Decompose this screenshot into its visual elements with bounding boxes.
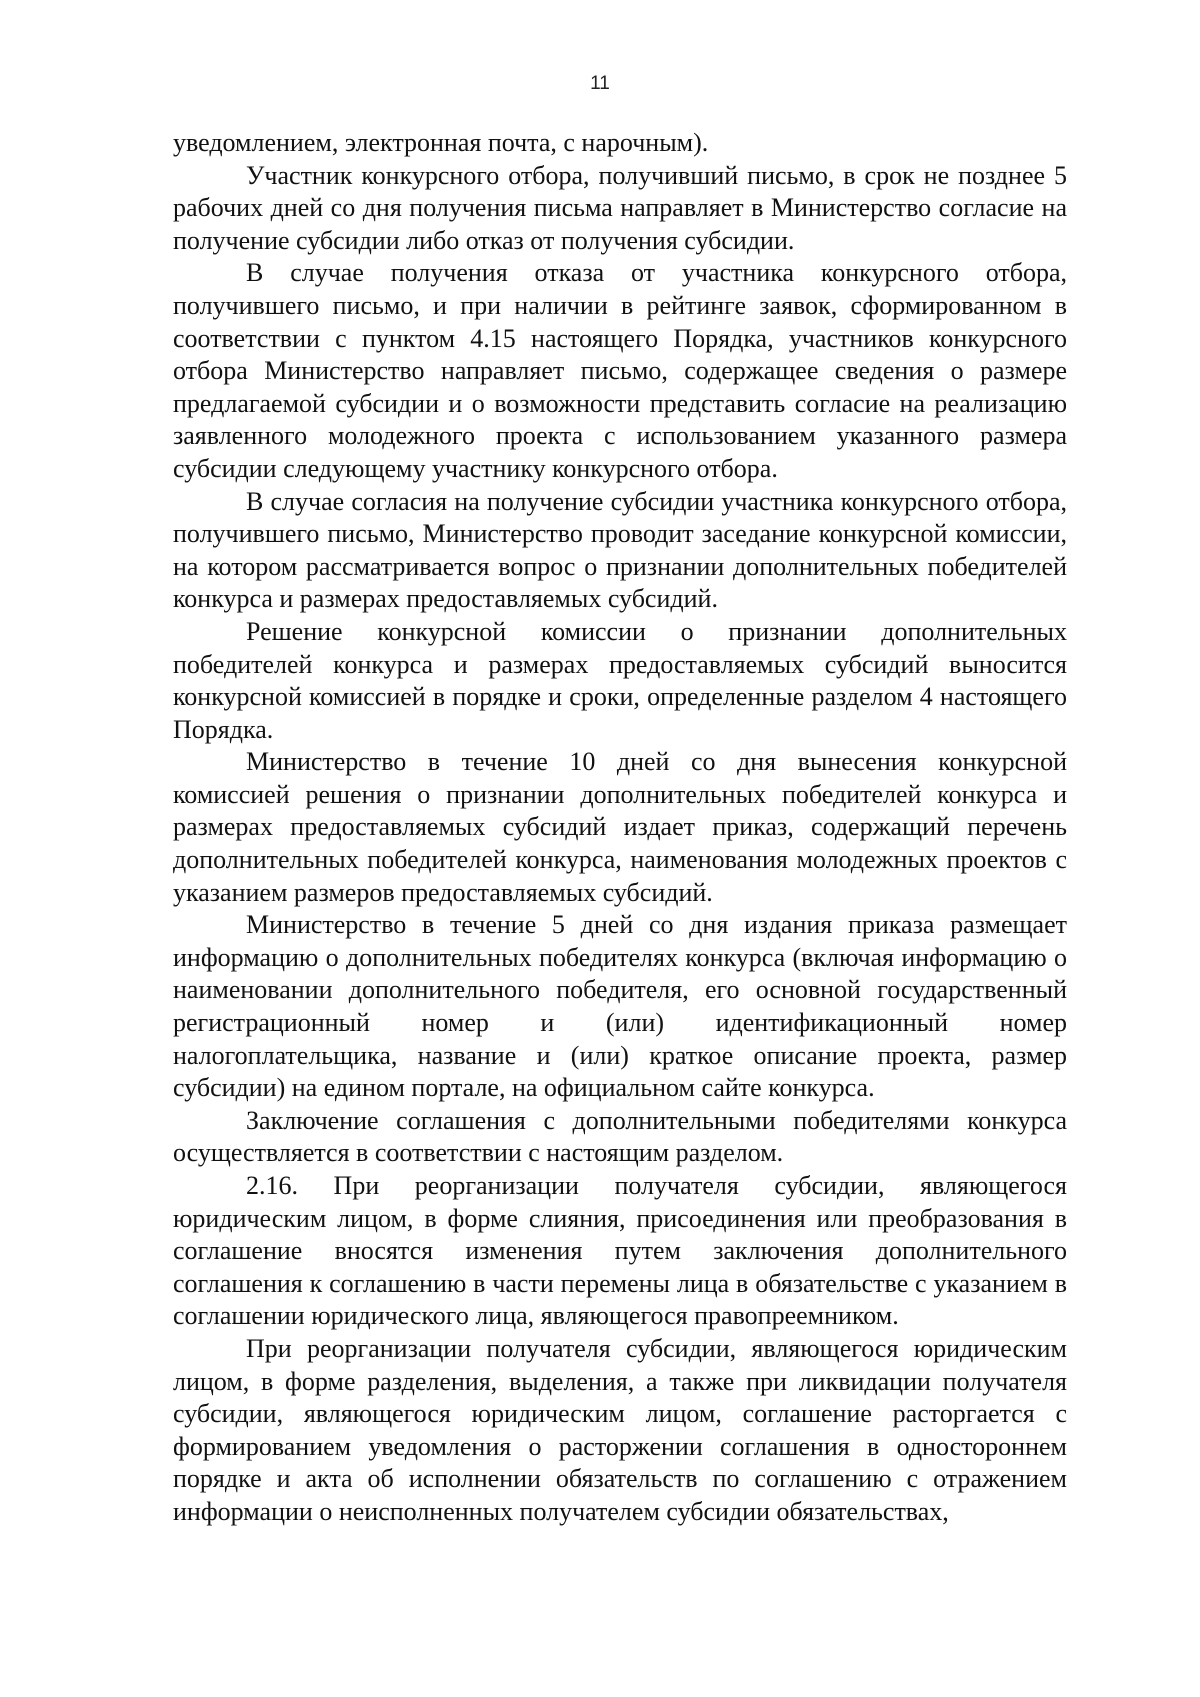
paragraph-consent-deadline: Участник конкурсного отбора, получивший письмо, в срок не позднее 5 рабочих дней со дня получения письма направляет в Министерство согласие на получение субсидии либо отказ от получения субсидии. [173,160,1067,255]
paragraph-commission-decision: Решение конкурсной комиссии о признании дополнительных победителей конкурса и размерах предоставляемых субсидий выносится конкурсной комиссией в порядке и сроки, определенные разделом 4 настоящего Порядка. [173,616,1067,744]
paragraph-section-2-16: 2.16. При реорганизации получателя субсидии, являющегося юридическим лицом, в форме слияния, присоединения или преобразования в соглашение вносятся изменения путем заключения дополнительного соглашения к соглашению в части перемены лица в обязательстве с указанием в соглашении юридического лица, являющегося правопреемником. [173,1171,1067,1331]
paragraph-agreement-conclusion: Заключение соглашения с дополнительными победителями конкурса осуществляется в соответствии с настоящим разделом. [173,1105,1067,1168]
paragraph-refusal-case: В случае получения отказа от участника конкурсного отбора, получившего письмо, и при наличии в рейтинге заявок, сформированном в соответствии с пунктом 4.15 настоящего Порядка, участников конкурсного отбора Министерство направляет письмо, содержащее сведения о размере предлагаемой субсидии и о возможности представить согласие на реализацию заявленного молодежного проекта с использованием указанного размера субсидии следующему участнику конкурсного отбора. [173,258,1067,483]
page-number: 11 [590,73,610,94]
paragraph-ministry-order: Министерство в течение 10 дней со дня вынесения конкурсной комиссией решения о признании дополнительных победителей конкурса и размерах предоставляемых субсидий издает приказ, содержащий перечень дополнительных победителей конкурса, наименования молодежных проектов с указанием размеров предоставляемых субсидий. [173,747,1067,907]
paragraph-reorganization-termination: При реорганизации получателя субсидии, являющегося юридическим лицом, в форме разделения, выделения, а также при ликвидации получателя субсидии, являющегося юридическим лицом, соглашение расторгается с формированием уведомления о расторжении соглашения в одностороннем порядке и акта об исполнении обязательств по соглашению с отражением информации о неисполненных получателем субсидии обязательствах, [173,1333,1067,1526]
paragraph-continuation: уведомлением, электронная почта, с нарочным). [173,128,709,157]
paragraph-consent-case: В случае согласия на получение субсидии участника конкурсного отбора, получившего письмо, Министерство проводит заседание конкурсной комиссии, на котором рассматривается вопрос о признании дополнительных победителей конкурса и размерах предоставляемых субсидий. [173,486,1067,614]
paragraph-publication: Министерство в течение 5 дней со дня издания приказа размещает информацию о дополнительных победителях конкурса (включая информацию о наименовании дополнительного победителя, его основной государственный регистрационный номер и (или) идентификационный номер налогоплательщика, название и (или) краткое описание проекта, размер субсидии) на едином портале, на официальном сайте конкурса. [173,910,1067,1103]
document-body [173,127,1067,1529]
